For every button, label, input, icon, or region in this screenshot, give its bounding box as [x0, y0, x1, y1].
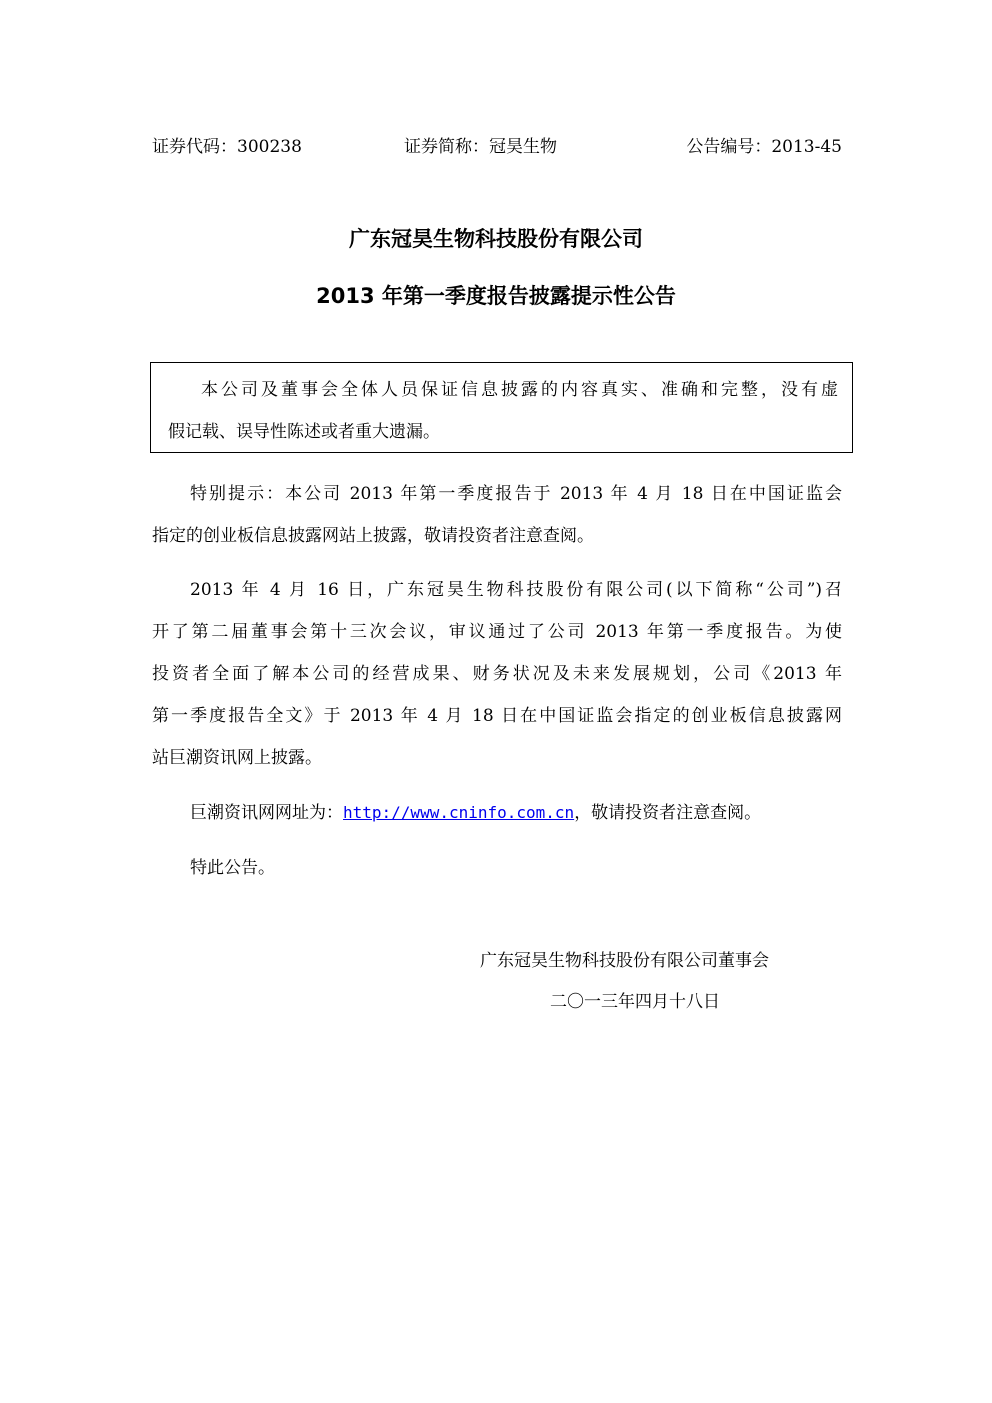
stock-code: 证券代码：300238: [152, 137, 302, 157]
closing-text: 特此公告。: [190, 858, 275, 878]
body-line-1: 2013 年 4 月 16 日，广东冠昊生物科技股份有限公司(以下简称“公司”)召: [190, 580, 842, 600]
declaration-line-1: 本公司及董事会全体人员保证信息披露的内容真实、准确和完整，没有虚: [201, 380, 838, 400]
website-line: [190, 800, 761, 826]
notice-title: 2013 年第一季度报告披露提示性公告: [316, 284, 676, 308]
declaration-line-2: 假记载、误导性陈述或者重大遗漏。: [168, 422, 440, 442]
stock-short-name: 证券简称：冠昊生物: [404, 137, 557, 157]
signature-org: 广东冠昊生物科技股份有限公司董事会: [480, 951, 769, 971]
special-notice-line-1: 特别提示：本公司 2013 年第一季度报告于 2013 年 4 月 18 日在中国证监会: [190, 484, 842, 504]
body-line-5: 站巨潮资讯网上披露。: [152, 748, 322, 768]
body-line-2: 开了第二届董事会第十三次会议，审议通过了公司 2013 年第一季度报告。为使: [152, 622, 842, 642]
website-prefix: 巨潮资讯网网址为：: [190, 803, 343, 823]
special-notice-line-2: 指定的创业板信息披露网站上披露，敬请投资者注意查阅。: [152, 526, 594, 546]
website-suffix: ，敬请投资者注意查阅。: [574, 803, 762, 823]
body-line-3: 投资者全面了解本公司的经营成果、财务状况及未来发展规划，公司《2013 年: [152, 664, 842, 684]
notice-number: 公告编号：2013-45: [686, 137, 842, 157]
body-line-4: 第一季度报告全文》于 2013 年 4 月 18 日在中国证监会指定的创业板信息披露网: [152, 706, 842, 726]
header-line: [152, 134, 842, 160]
website-link[interactable]: http://www.cninfo.com.cn: [343, 803, 575, 822]
signature-date: 二〇一三年四月十八日: [550, 992, 720, 1012]
company-title: 广东冠昊生物科技股份有限公司: [349, 227, 643, 251]
declaration-box: [150, 362, 853, 453]
